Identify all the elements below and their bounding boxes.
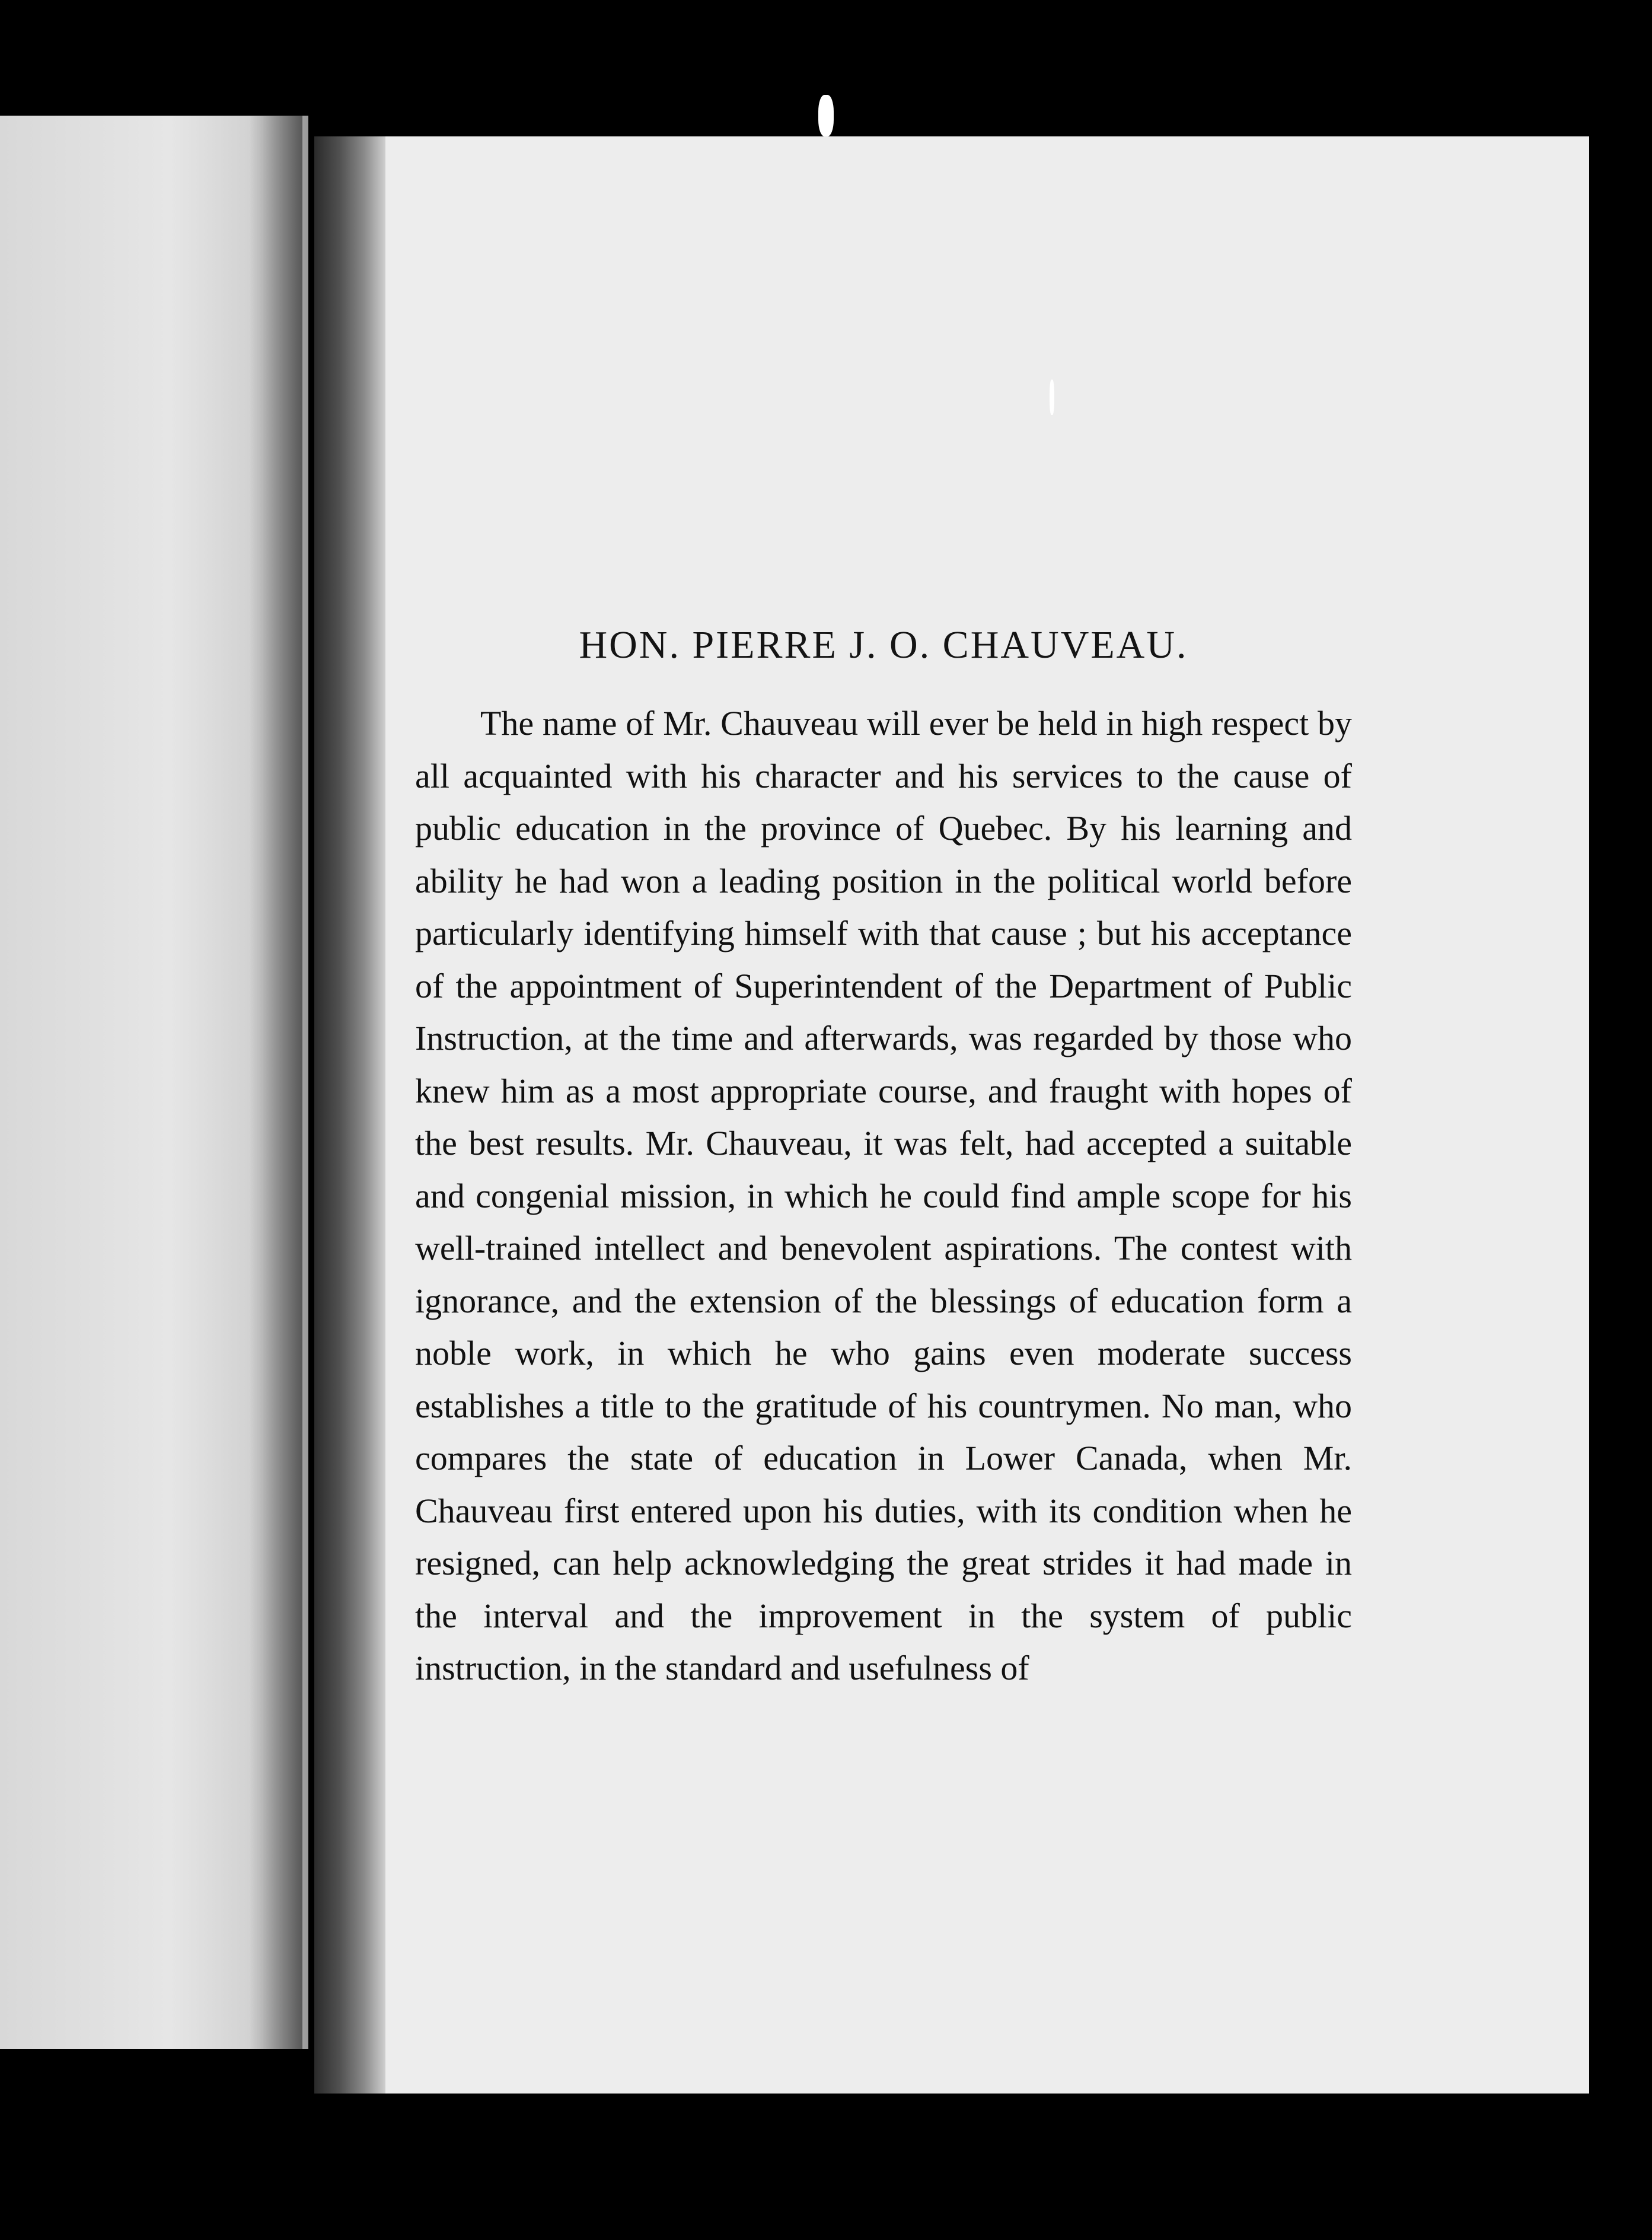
body-paragraph: The name of Mr. Chauveau will ever be held in high respect by all acquainted with his character and his services to the cause of public education in the province of Quebec. By his learning and ability he had won a leading position in the political world before particularly identifying himself with that cause ; but his acceptance of the appointment of Superintendent of the Department of Public Instruction, at the time and afterwards, was regarded by those who knew him as a most appropriate course, and fraught with hopes of the best results. Mr. Chauveau, it was felt, had accepted a suitable and congenial mission, in which he could find ample scope for his well-trained intellect and benevolent aspirations. The contest with ignorance, and the extension of the blessings of education form a noble work, in which he who gains even moderate success establishes a title to the gratitude of his countrymen. No man, who compares the state of education in Lower Canada, when Mr. Chauveau first entered upon his duties, with its condition when he resigned, can help acknowledging the great strides it had made in the interval and the improvement in the system of public instruction, in the standard and usefulness of: [415, 704, 1352, 1687]
page-gutter-shadow: [314, 136, 385, 2094]
page-title: HON. PIERRE J. O. CHAUVEAU.: [579, 623, 1188, 667]
film-speck: [818, 95, 834, 136]
left-page-shadow: [249, 116, 302, 2049]
page-content: [415, 623, 1352, 1695]
film-speck: [1050, 380, 1054, 415]
